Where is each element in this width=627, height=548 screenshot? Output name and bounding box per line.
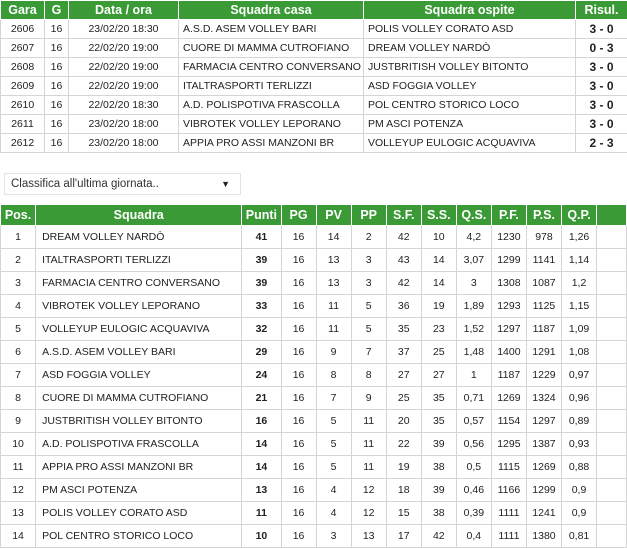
cell-pp: 12 (351, 479, 386, 502)
cell-pp: 3 (351, 272, 386, 295)
cell-sf: 20 (386, 410, 421, 433)
cell-sf: 19 (386, 456, 421, 479)
results-header-row (1, 1, 627, 20)
cell-pos: 3 (1, 272, 36, 295)
cell-ps: 1241 (526, 502, 561, 525)
cell-pos: 14 (1, 525, 36, 548)
cell-punti: 14 (242, 433, 281, 456)
cell-squadra-ospite: POL CENTRO STORICO LOCO (364, 96, 576, 115)
cell-punti: 14 (242, 456, 281, 479)
cell-gara: 2612 (1, 134, 45, 153)
cell-gara: 2608 (1, 58, 45, 77)
cell-punti: 16 (242, 410, 281, 433)
cell-risultato: 3 - 0 (576, 77, 627, 96)
classifica-select-value: Classifica all'ultima giornata.. (11, 178, 159, 190)
cell-ps: 1297 (526, 410, 561, 433)
cell-qs: 0,56 (456, 433, 491, 456)
header-risultato: Risul. (576, 1, 627, 20)
cell-extra (597, 479, 627, 502)
cell-gara: 2611 (1, 115, 45, 134)
standings-row (1, 249, 627, 272)
cell-squadra: CUORE DI MAMMA CUTROFIANO (36, 387, 242, 410)
cell-qs: 1,52 (456, 318, 491, 341)
cell-giornata: 16 (45, 134, 69, 153)
cell-risultato: 0 - 3 (576, 39, 627, 58)
header-extra (597, 205, 627, 226)
cell-ss: 39 (421, 433, 456, 456)
header-punti: Punti (242, 205, 281, 226)
cell-sf: 25 (386, 387, 421, 410)
cell-extra (597, 410, 627, 433)
cell-pos: 11 (1, 456, 36, 479)
result-row (1, 115, 627, 134)
cell-qp: 0,9 (562, 502, 597, 525)
header-qp: Q.P. (562, 205, 597, 226)
cell-squadra: POLIS VOLLEY CORATO ASD (36, 502, 242, 525)
cell-qs: 0,71 (456, 387, 491, 410)
cell-pf: 1299 (491, 249, 526, 272)
standings-row (1, 318, 627, 341)
cell-pos: 8 (1, 387, 36, 410)
cell-giornata: 16 (45, 96, 69, 115)
header-gara: Gara (1, 1, 45, 20)
cell-sf: 17 (386, 525, 421, 548)
cell-ss: 10 (421, 226, 456, 249)
cell-data-ora: 23/02/20 18:00 (69, 134, 179, 153)
cell-pv: 11 (316, 318, 351, 341)
cell-extra (597, 525, 627, 548)
cell-pv: 13 (316, 272, 351, 295)
cell-squadra: POL CENTRO STORICO LOCO (36, 525, 242, 548)
cell-qs: 0,46 (456, 479, 491, 502)
cell-ps: 1125 (526, 295, 561, 318)
cell-gara: 2610 (1, 96, 45, 115)
cell-pos: 12 (1, 479, 36, 502)
cell-risultato: 3 - 0 (576, 96, 627, 115)
cell-pos: 1 (1, 226, 36, 249)
classifica-select-box[interactable] (4, 173, 241, 195)
cell-pv: 3 (316, 525, 351, 548)
cell-extra (597, 249, 627, 272)
cell-giornata: 16 (45, 39, 69, 58)
cell-pv: 4 (316, 502, 351, 525)
cell-qp: 1,08 (562, 341, 597, 364)
result-row (1, 39, 627, 58)
cell-pv: 11 (316, 295, 351, 318)
cell-qp: 0,97 (562, 364, 597, 387)
cell-giornata: 16 (45, 115, 69, 134)
cell-ss: 38 (421, 456, 456, 479)
header-pv: PV (316, 205, 351, 226)
cell-squadra: A.S.D. ASEM VOLLEY BARI (36, 341, 242, 364)
standings-row (1, 410, 627, 433)
cell-squadra-ospite: DREAM VOLLEY NARDÒ (364, 39, 576, 58)
cell-pg: 16 (281, 295, 316, 318)
cell-pf: 1400 (491, 341, 526, 364)
cell-qs: 1,48 (456, 341, 491, 364)
cell-qp: 0,89 (562, 410, 597, 433)
cell-pp: 9 (351, 387, 386, 410)
cell-pg: 16 (281, 272, 316, 295)
header-squadra: Squadra (36, 205, 242, 226)
cell-extra (597, 502, 627, 525)
cell-extra (597, 433, 627, 456)
cell-pg: 16 (281, 226, 316, 249)
cell-pg: 16 (281, 479, 316, 502)
cell-squadra: PM ASCI POTENZA (36, 479, 242, 502)
result-row (1, 134, 627, 153)
cell-ss: 19 (421, 295, 456, 318)
header-pp: PP (351, 205, 386, 226)
cell-pos: 10 (1, 433, 36, 456)
cell-punti: 41 (242, 226, 281, 249)
cell-pp: 3 (351, 249, 386, 272)
cell-squadra-casa: VIBROTEK VOLLEY LEPORANO (179, 115, 364, 134)
cell-squadra: ITALTRASPORTI TERLIZZI (36, 249, 242, 272)
cell-squadra: ASD FOGGIA VOLLEY (36, 364, 242, 387)
standings-row (1, 502, 627, 525)
cell-extra (597, 226, 627, 249)
cell-squadra: JUSTBRITISH VOLLEY BITONTO (36, 410, 242, 433)
cell-extra (597, 272, 627, 295)
header-pg: PG (281, 205, 316, 226)
cell-squadra: FARMACIA CENTRO CONVERSANO (36, 272, 242, 295)
standings-row (1, 525, 627, 548)
cell-ps: 1141 (526, 249, 561, 272)
cell-pf: 1111 (491, 525, 526, 548)
cell-qp: 1,26 (562, 226, 597, 249)
cell-gara: 2606 (1, 20, 45, 39)
cell-ss: 23 (421, 318, 456, 341)
cell-data-ora: 22/02/20 19:00 (69, 39, 179, 58)
cell-pp: 12 (351, 502, 386, 525)
cell-pg: 16 (281, 387, 316, 410)
cell-punti: 13 (242, 479, 281, 502)
header-data-ora: Data / ora (69, 1, 179, 20)
cell-ss: 25 (421, 341, 456, 364)
cell-pf: 1166 (491, 479, 526, 502)
cell-sf: 43 (386, 249, 421, 272)
cell-pp: 11 (351, 410, 386, 433)
cell-pg: 16 (281, 502, 316, 525)
header-qs: Q.S. (456, 205, 491, 226)
cell-pf: 1111 (491, 502, 526, 525)
cell-punti: 10 (242, 525, 281, 548)
cell-pf: 1115 (491, 456, 526, 479)
cell-pp: 5 (351, 318, 386, 341)
cell-pos: 5 (1, 318, 36, 341)
cell-pp: 13 (351, 525, 386, 548)
standings-row (1, 479, 627, 502)
cell-pg: 16 (281, 525, 316, 548)
cell-qs: 3,07 (456, 249, 491, 272)
cell-sf: 18 (386, 479, 421, 502)
classifica-select[interactable] (4, 173, 241, 195)
cell-pv: 5 (316, 410, 351, 433)
cell-pv: 7 (316, 387, 351, 410)
cell-giornata: 16 (45, 20, 69, 39)
cell-qp: 1,15 (562, 295, 597, 318)
result-row (1, 96, 627, 115)
cell-ss: 14 (421, 249, 456, 272)
cell-pos: 2 (1, 249, 36, 272)
cell-punti: 21 (242, 387, 281, 410)
cell-sf: 22 (386, 433, 421, 456)
cell-squadra-ospite: VOLLEYUP EULOGIC ACQUAVIVA (364, 134, 576, 153)
cell-squadra-ospite: ASD FOGGIA VOLLEY (364, 77, 576, 96)
header-squadra-ospite: Squadra ospite (364, 1, 576, 20)
cell-data-ora: 23/02/20 18:00 (69, 115, 179, 134)
cell-data-ora: 22/02/20 19:00 (69, 58, 179, 77)
cell-pp: 7 (351, 341, 386, 364)
cell-punti: 24 (242, 364, 281, 387)
cell-punti: 11 (242, 502, 281, 525)
header-squadra-casa: Squadra casa (179, 1, 364, 20)
cell-extra (597, 295, 627, 318)
standings-header-row (1, 205, 627, 226)
standings-row (1, 387, 627, 410)
cell-punti: 32 (242, 318, 281, 341)
cell-risultato: 3 - 0 (576, 58, 627, 77)
cell-pv: 13 (316, 249, 351, 272)
cell-qp: 1,2 (562, 272, 597, 295)
cell-qp: 0,81 (562, 525, 597, 548)
cell-pf: 1295 (491, 433, 526, 456)
cell-extra (597, 364, 627, 387)
cell-pf: 1269 (491, 387, 526, 410)
cell-pg: 16 (281, 433, 316, 456)
standings-row (1, 341, 627, 364)
cell-pv: 8 (316, 364, 351, 387)
cell-data-ora: 22/02/20 18:30 (69, 96, 179, 115)
cell-qs: 0,4 (456, 525, 491, 548)
cell-pg: 16 (281, 410, 316, 433)
header-pf: P.F. (491, 205, 526, 226)
standings-row (1, 295, 627, 318)
cell-ss: 35 (421, 387, 456, 410)
cell-extra (597, 387, 627, 410)
cell-sf: 27 (386, 364, 421, 387)
cell-pv: 9 (316, 341, 351, 364)
cell-pp: 11 (351, 433, 386, 456)
cell-pg: 16 (281, 364, 316, 387)
cell-qs: 1 (456, 364, 491, 387)
cell-data-ora: 23/02/20 18:30 (69, 20, 179, 39)
cell-ps: 1269 (526, 456, 561, 479)
cell-pos: 9 (1, 410, 36, 433)
cell-ps: 1324 (526, 387, 561, 410)
cell-qs: 0,5 (456, 456, 491, 479)
cell-squadra: A.D. POLISPOTIVA FRASCOLLA (36, 433, 242, 456)
cell-pos: 6 (1, 341, 36, 364)
cell-ps: 978 (526, 226, 561, 249)
cell-pf: 1187 (491, 364, 526, 387)
cell-qs: 1,89 (456, 295, 491, 318)
cell-data-ora: 22/02/20 19:00 (69, 77, 179, 96)
cell-squadra-ospite: PM ASCI POTENZA (364, 115, 576, 134)
cell-ps: 1087 (526, 272, 561, 295)
cell-giornata: 16 (45, 58, 69, 77)
cell-ps: 1187 (526, 318, 561, 341)
standings-row (1, 272, 627, 295)
cell-qp: 0,88 (562, 456, 597, 479)
cell-pf: 1297 (491, 318, 526, 341)
dropdown-arrow-icon[interactable]: ▼ (221, 179, 230, 189)
cell-punti: 39 (242, 272, 281, 295)
cell-pp: 11 (351, 456, 386, 479)
cell-squadra-ospite: POLIS VOLLEY CORATO ASD (364, 20, 576, 39)
cell-qp: 0,93 (562, 433, 597, 456)
cell-pp: 8 (351, 364, 386, 387)
cell-squadra-ospite: JUSTBRITISH VOLLEY BITONTO (364, 58, 576, 77)
cell-pf: 1293 (491, 295, 526, 318)
cell-qp: 0,9 (562, 479, 597, 502)
cell-pv: 14 (316, 226, 351, 249)
cell-pos: 4 (1, 295, 36, 318)
cell-pp: 2 (351, 226, 386, 249)
header-ss: S.S. (421, 205, 456, 226)
cell-extra (597, 341, 627, 364)
cell-squadra-casa: APPIA PRO ASSI MANZONI BR (179, 134, 364, 153)
cell-squadra-casa: CUORE DI MAMMA CUTROFIANO (179, 39, 364, 58)
cell-ps: 1229 (526, 364, 561, 387)
cell-extra (597, 456, 627, 479)
cell-qs: 0,39 (456, 502, 491, 525)
header-giornata: G (45, 1, 69, 20)
header-sf: S.F. (386, 205, 421, 226)
cell-ps: 1299 (526, 479, 561, 502)
cell-qs: 3 (456, 272, 491, 295)
cell-ss: 38 (421, 502, 456, 525)
result-row (1, 20, 627, 39)
cell-punti: 39 (242, 249, 281, 272)
header-pos: Pos. (1, 205, 36, 226)
cell-punti: 33 (242, 295, 281, 318)
cell-ss: 39 (421, 479, 456, 502)
cell-pv: 4 (316, 479, 351, 502)
cell-squadra-casa: ITALTRASPORTI TERLIZZI (179, 77, 364, 96)
cell-pg: 16 (281, 318, 316, 341)
cell-squadra: VIBROTEK VOLLEY LEPORANO (36, 295, 242, 318)
cell-sf: 42 (386, 272, 421, 295)
cell-qp: 1,14 (562, 249, 597, 272)
cell-pf: 1308 (491, 272, 526, 295)
cell-pos: 7 (1, 364, 36, 387)
cell-squadra-casa: A.D. POLISPOTIVA FRASCOLLA (179, 96, 364, 115)
cell-sf: 35 (386, 318, 421, 341)
standings-row (1, 364, 627, 387)
cell-gara: 2609 (1, 77, 45, 96)
header-ps: P.S. (526, 205, 561, 226)
cell-punti: 29 (242, 341, 281, 364)
cell-ss: 35 (421, 410, 456, 433)
cell-risultato: 2 - 3 (576, 134, 627, 153)
cell-squadra-casa: A.S.D. ASEM VOLLEY BARI (179, 20, 364, 39)
cell-risultato: 3 - 0 (576, 20, 627, 39)
cell-pg: 16 (281, 341, 316, 364)
cell-squadra-casa: FARMACIA CENTRO CONVERSANO (179, 58, 364, 77)
standings-table (0, 204, 627, 548)
cell-pf: 1230 (491, 226, 526, 249)
cell-pos: 13 (1, 502, 36, 525)
cell-extra (597, 318, 627, 341)
cell-gara: 2607 (1, 39, 45, 58)
cell-qs: 4,2 (456, 226, 491, 249)
cell-pv: 5 (316, 456, 351, 479)
cell-squadra: VOLLEYUP EULOGIC ACQUAVIVA (36, 318, 242, 341)
cell-qp: 0,96 (562, 387, 597, 410)
cell-ps: 1291 (526, 341, 561, 364)
cell-sf: 42 (386, 226, 421, 249)
cell-sf: 36 (386, 295, 421, 318)
cell-sf: 37 (386, 341, 421, 364)
cell-pg: 16 (281, 456, 316, 479)
cell-ps: 1380 (526, 525, 561, 548)
cell-ss: 42 (421, 525, 456, 548)
cell-giornata: 16 (45, 77, 69, 96)
cell-qs: 0,57 (456, 410, 491, 433)
result-row (1, 58, 627, 77)
cell-pp: 5 (351, 295, 386, 318)
cell-pg: 16 (281, 249, 316, 272)
result-row (1, 77, 627, 96)
standings-row (1, 433, 627, 456)
cell-qp: 1,09 (562, 318, 597, 341)
cell-risultato: 3 - 0 (576, 115, 627, 134)
cell-ss: 14 (421, 272, 456, 295)
cell-ps: 1387 (526, 433, 561, 456)
standings-row (1, 456, 627, 479)
cell-pf: 1154 (491, 410, 526, 433)
cell-pv: 5 (316, 433, 351, 456)
standings-row (1, 226, 627, 249)
cell-squadra: DREAM VOLLEY NARDÒ (36, 226, 242, 249)
results-table (0, 0, 627, 153)
cell-squadra: APPIA PRO ASSI MANZONI BR (36, 456, 242, 479)
cell-sf: 15 (386, 502, 421, 525)
cell-ss: 27 (421, 364, 456, 387)
